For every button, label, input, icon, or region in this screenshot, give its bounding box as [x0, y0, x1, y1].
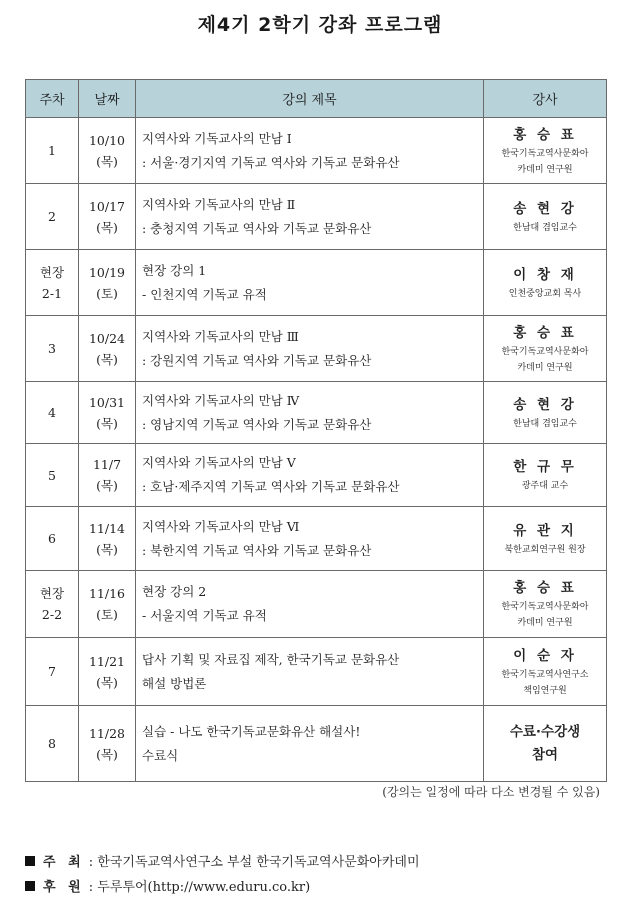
subject-line: : 영남지역 기독교 역사와 기독교 문화유산	[142, 416, 372, 432]
host-value: : 한국기독교역사연구소 부설 한국기독교역사문화아카데미	[88, 855, 420, 870]
lecturer-affiliation: 북한교회연구원 원장	[504, 544, 586, 555]
date-text: 10/19	[88, 264, 126, 280]
subject-line: 지역사와 기독교사의 만남 Ⅱ	[142, 196, 296, 212]
lecturer-name: 홍 승 표	[513, 580, 577, 596]
week-text: 7	[48, 664, 56, 679]
week-cell	[26, 316, 79, 382]
subject-cell	[136, 316, 484, 382]
lecturer-cell	[484, 638, 607, 706]
lecturer-affiliation: 한국기독교역사문화아	[501, 602, 589, 612]
subject-line: 지역사와 기독교사의 만남 Ⅳ	[142, 392, 300, 408]
subject-cell	[136, 706, 484, 782]
week-text: 4	[48, 405, 56, 420]
week-text: 현장	[39, 586, 65, 601]
sponsor-value: : 두루투어(http://www.eduru.co.kr)	[88, 880, 311, 895]
date-cell	[79, 316, 136, 382]
lecturer-name: 이 창 재	[513, 266, 577, 283]
date-text: (목)	[96, 674, 118, 690]
week-text: 2-2	[41, 607, 63, 622]
lecturer-name: 한 규 무	[513, 459, 577, 475]
date-text: (목)	[96, 219, 118, 235]
date-cell	[79, 444, 136, 507]
subject-cell	[136, 638, 484, 706]
lecturer-affiliation: 한남대 겸임교수	[513, 418, 577, 429]
subject-line: 해설 방법론	[142, 675, 207, 691]
date-cell	[79, 382, 136, 444]
date-cell	[79, 571, 136, 638]
lecturer-cell	[484, 444, 607, 507]
subject-line: : 강원지역 기독교 역사와 기독교 문화유산	[142, 352, 372, 368]
table-row	[26, 118, 607, 184]
date-text: (목)	[96, 351, 118, 367]
lecturer-name: 이 순 자	[513, 647, 577, 664]
table-row	[26, 706, 607, 782]
date-cell	[79, 507, 136, 571]
lecturer-affiliation: 광주대 교수	[521, 481, 569, 491]
header-lecturer: 강사	[484, 80, 607, 118]
lecturer-cell	[484, 507, 607, 571]
date-cell	[79, 706, 136, 782]
lecturer-cell	[484, 118, 607, 184]
date-text: 11/21	[88, 653, 126, 669]
lecturer-name: 홍 승 표	[513, 324, 577, 341]
lecturer-affiliation: 인천중앙교회 목사	[508, 288, 582, 299]
lecturer-name: 홍 승 표	[513, 126, 577, 143]
table-row	[26, 316, 607, 382]
lecturer-affiliation: 카데미 연구원	[517, 618, 573, 628]
subject-line: 현장 강의 2	[142, 584, 207, 599]
date-text: 10/17	[88, 198, 126, 214]
date-cell	[79, 250, 136, 316]
lecturer-affiliation: 한남대 겸임교수	[513, 222, 577, 233]
week-cell	[26, 382, 79, 444]
table-row	[26, 444, 607, 507]
date-cell	[79, 118, 136, 184]
date-text: (목)	[96, 541, 118, 557]
week-text: 1	[48, 143, 56, 158]
date-text: 10/24	[88, 330, 126, 346]
lecturer-cell	[484, 706, 607, 782]
lecturer-affiliation: 카데미 연구원	[517, 164, 573, 175]
subject-cell	[136, 507, 484, 571]
subject-line: 현장 강의 1	[142, 262, 207, 278]
page-title: 제4기 2학기 강좌 프로그램	[197, 14, 443, 36]
week-text: 8	[48, 736, 56, 751]
header-subject: 강의 제목	[136, 80, 484, 118]
week-cell	[26, 571, 79, 638]
subject-line: : 호남·제주지역 기독교 역사와 기독교 문화유산	[142, 479, 400, 494]
subject-line: 답사 기획 및 자료집 제작, 한국기독교 문화유산	[142, 651, 400, 667]
schedule-note: (강의는 일정에 따라 다소 변경될 수 있음)	[382, 785, 600, 799]
lecturer-name: 송 현 강	[513, 396, 577, 413]
table-header-row	[26, 80, 607, 118]
lecturer-cell	[484, 250, 607, 316]
lecturer-affiliation: 책임연구원	[523, 685, 567, 696]
lecturer-cell	[484, 382, 607, 444]
lecturer-affiliation: 한국기독교역사문화아	[501, 346, 589, 357]
date-text: (토)	[96, 285, 118, 301]
week-text: 2-1	[41, 285, 63, 301]
date-cell	[79, 184, 136, 250]
subject-cell	[136, 118, 484, 184]
subject-cell	[136, 444, 484, 507]
subject-line: - 인천지역 기독교 유적	[142, 286, 267, 302]
date-text: 11/28	[88, 725, 126, 741]
date-text: 10/31	[88, 394, 126, 410]
date-text: (목)	[96, 746, 118, 762]
table-row	[26, 638, 607, 706]
sponsor-line	[25, 876, 310, 895]
table-row	[26, 507, 607, 571]
date-text: 10/10	[88, 132, 126, 148]
lecturer-cell	[484, 316, 607, 382]
lecturer-name: 유 관 지	[513, 522, 577, 539]
date-text: 11/16	[88, 586, 126, 601]
week-text: 5	[48, 467, 56, 483]
table-row	[26, 184, 607, 250]
sponsor-label: 후 원	[43, 880, 85, 895]
subject-line: 지역사와 기독교사의 만남 Ⅲ	[142, 328, 299, 344]
subject-line: - 서울지역 기독교 유적	[142, 608, 267, 623]
date-text: (목)	[96, 478, 118, 493]
week-cell	[26, 444, 79, 507]
table-row	[26, 250, 607, 316]
lecturer-affiliation: 카데미 연구원	[517, 362, 573, 373]
table-row	[26, 571, 607, 638]
subject-cell	[136, 382, 484, 444]
lecturer-affiliation: 한국기독교역사문화아	[501, 148, 589, 159]
week-cell	[26, 184, 79, 250]
week-text: 3	[48, 341, 56, 356]
subject-cell	[136, 571, 484, 638]
week-text: 현장	[39, 264, 65, 280]
date-text: (목)	[96, 153, 118, 169]
subject-line: : 충청지역 기독교 역사와 기독교 문화유산	[142, 220, 372, 236]
date-text: 11/14	[88, 520, 126, 536]
subject-line: 수료식	[142, 747, 179, 763]
week-cell	[26, 250, 79, 316]
date-text: (토)	[96, 607, 118, 622]
host-line	[25, 851, 420, 870]
program-table	[25, 79, 607, 782]
subject-line: : 서울·경기지역 기독교 역사와 기독교 문화유산	[142, 154, 400, 170]
week-cell	[26, 638, 79, 706]
bullet-square-icon	[25, 856, 35, 866]
week-cell	[26, 706, 79, 782]
table-body	[26, 118, 607, 782]
lecturer-name: 송 현 강	[513, 200, 577, 217]
week-text: 6	[48, 531, 56, 546]
header-week: 주차	[26, 80, 79, 118]
lecturer-cell	[484, 184, 607, 250]
lecturer-affiliation: 한국기독교역사연구소	[501, 669, 589, 680]
table-row	[26, 382, 607, 444]
date-text: 11/7	[92, 457, 122, 472]
week-cell	[26, 118, 79, 184]
week-text: 2	[48, 209, 56, 224]
date-cell	[79, 638, 136, 706]
lecturer-affiliation: 참여	[531, 746, 559, 763]
subject-line: : 북한지역 기독교 역사와 기독교 문화유산	[142, 542, 372, 558]
subject-line: 지역사와 기독교사의 만남 Ⅵ	[142, 518, 300, 534]
week-cell	[26, 507, 79, 571]
subject-cell	[136, 184, 484, 250]
subject-line: 지역사와 기독교사의 만남 Ⅴ	[142, 455, 296, 470]
header-date: 날짜	[79, 80, 136, 118]
lecturer-cell	[484, 571, 607, 638]
subject-line: 실습 - 나도 한국기독교문화유산 해설사!	[142, 723, 361, 739]
lecturer-name: 수료·수강생	[509, 723, 581, 740]
date-text: (목)	[96, 415, 118, 431]
subject-line: 지역사와 기독교사의 만남 Ⅰ	[142, 130, 292, 146]
subject-cell	[136, 250, 484, 316]
host-label: 주 최	[43, 855, 85, 870]
bullet-square-icon	[25, 881, 35, 891]
